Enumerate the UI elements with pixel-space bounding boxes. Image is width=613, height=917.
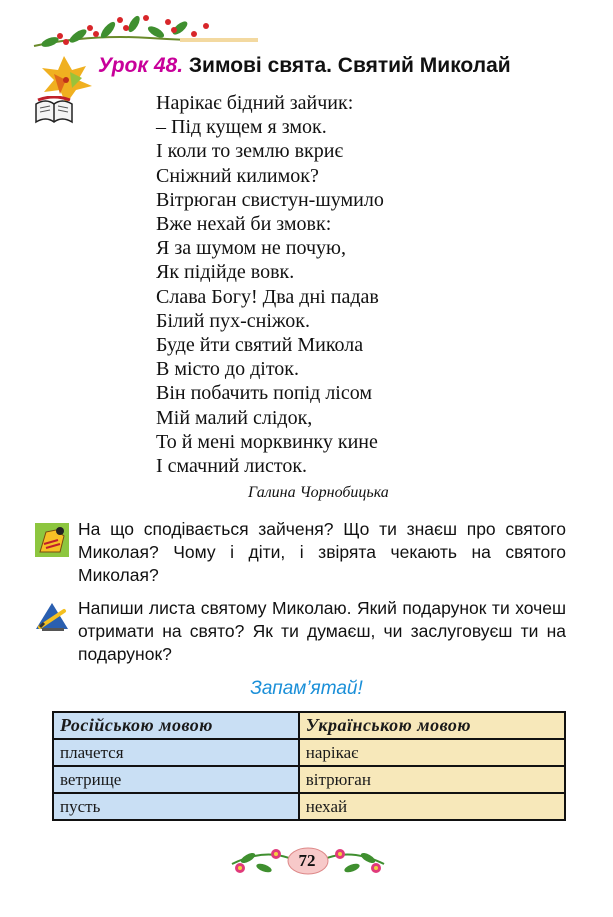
vocabulary-table xyxy=(52,711,566,821)
ukrainian-word: нехай xyxy=(299,793,565,820)
poem-line: Вже нехай би змовк: xyxy=(156,213,332,236)
poem-line: Він побачить попід лісом xyxy=(156,382,373,405)
poem-line: І смачний листок. xyxy=(156,455,308,478)
poem-line: Я за шумом не почую, xyxy=(156,237,346,260)
poem-line: Як підійде вовк. xyxy=(156,261,295,284)
page-number: 72 xyxy=(298,851,316,870)
poem-line: То й мені морквинку кине xyxy=(156,430,378,453)
table-row xyxy=(53,739,565,766)
poem-author: Галина Чорнобицька xyxy=(248,484,389,501)
poem-line: Мій малий слідок, xyxy=(156,406,313,429)
russian-word: пусть xyxy=(53,793,299,820)
book-reading-icon xyxy=(34,96,74,126)
poem-line: Нарікає бідний зайчик: xyxy=(156,92,354,114)
poem-line: Білий пух-сніжок. xyxy=(156,309,310,332)
poem xyxy=(156,91,384,478)
remember-heading: Запам’ятай! xyxy=(250,678,363,699)
russian-word: плачется xyxy=(53,739,299,766)
poem-line: І коли то землю вкриє xyxy=(156,140,344,163)
table-header-row xyxy=(53,712,565,739)
writing-icon xyxy=(34,597,70,633)
table-row xyxy=(53,793,565,820)
ukrainian-word: нарікає xyxy=(299,739,565,766)
ukrainian-word: вітрюган xyxy=(299,766,565,793)
poem-line: В місто до діток. xyxy=(156,358,300,381)
poem-line: Сніжний килимок? xyxy=(156,164,319,187)
lesson-title xyxy=(98,54,511,78)
task-text: Напиши листа святому Миколаю. Який подарунок ти хочеш отримати на свято? Як ти думаєш, чи заслуговуєш ти на подарунок? xyxy=(78,598,566,664)
header-ukrainian: Українською мовою xyxy=(299,712,565,739)
lesson-topic: Зимові свята. Святий Миколай xyxy=(188,54,511,77)
lesson-number: Урок 48. xyxy=(98,54,184,77)
task-text: На що сподівається зайченя? Що ти знаєш про святого Миколая? Чому і діти, і звірята чекають на святого Миколая? xyxy=(78,519,566,585)
poem-line: Слава Богу! Два дні падав xyxy=(156,285,379,308)
header-russian: Російською мовою xyxy=(53,712,299,739)
russian-word: ветрище xyxy=(53,766,299,793)
poem-line: Буде йти святий Микола xyxy=(156,334,364,357)
poem-line: Вітрюган свистун-шумило xyxy=(156,188,384,211)
discussion-icon xyxy=(34,522,70,558)
poem-line: – Під кущем я змок. xyxy=(156,116,327,139)
table-row xyxy=(53,766,565,793)
